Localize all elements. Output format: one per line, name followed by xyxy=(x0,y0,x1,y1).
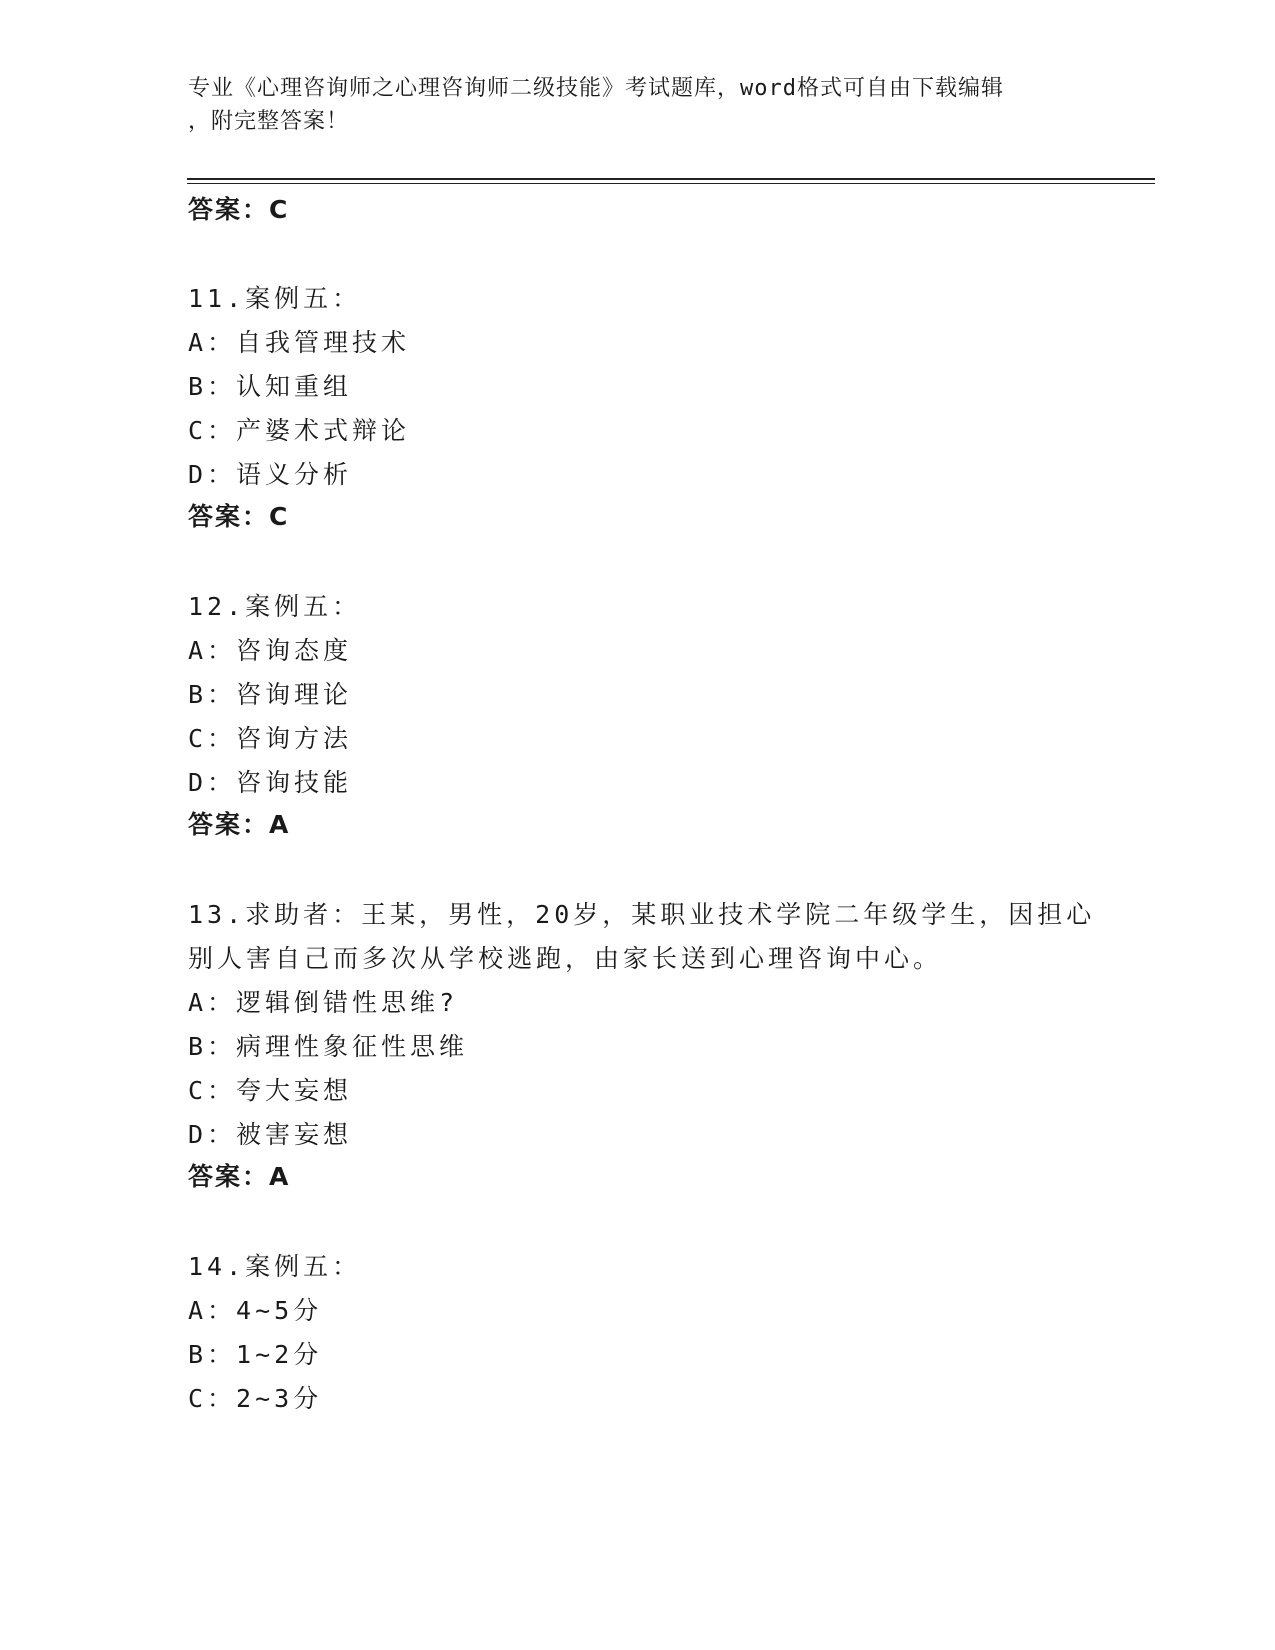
question-13-option-d: D：被害妄想 xyxy=(188,1120,353,1149)
question-13-option-c: C：夸大妄想 xyxy=(188,1076,353,1105)
question-12-option-a: A：咨询态度 xyxy=(188,636,353,665)
header-rule-thin xyxy=(187,183,1155,184)
question-14-option-a: A：4~5分 xyxy=(188,1296,323,1325)
question-11-option-a: A：自我管理技术 xyxy=(188,328,411,357)
question-11-option-c: C：产婆术式辩论 xyxy=(188,416,411,445)
question-13-stem-line-2: 别人害自己而多次从学校逃跑，由家长送到心理咨询中心。 xyxy=(188,944,943,973)
question-12-option-d: D：咨询技能 xyxy=(188,768,353,797)
question-12-option-b: B：咨询理论 xyxy=(188,680,353,709)
question-13-stem-line-1: 13.求助者：王某，男性，20岁，某职业技术学院二年级学生，因担心 xyxy=(188,900,1096,929)
question-13-option-b: B：病理性象征性思维 xyxy=(188,1032,469,1061)
question-13-answer: 答案：A xyxy=(188,1162,291,1191)
question-11-answer: 答案：C xyxy=(188,502,290,531)
question-11-option-b: B：认知重组 xyxy=(188,372,353,401)
document-header: 专业《心理咨询师之心理咨询师二级技能》考试题库，word格式可自由下载编辑 ，附完整答案！ xyxy=(188,76,1004,134)
question-14-stem: 14.案例五： xyxy=(188,1252,362,1281)
question-11-stem: 11.案例五： xyxy=(188,284,362,313)
question-14-option-b: B：1~2分 xyxy=(188,1340,323,1369)
answer-prev: 答案：C xyxy=(188,195,290,224)
question-13-option-a: A：逻辑倒错性思维? xyxy=(188,988,459,1017)
question-14-option-c: C：2~3分 xyxy=(188,1384,323,1413)
question-12-option-c: C：咨询方法 xyxy=(188,724,353,753)
question-11-option-d: D：语义分析 xyxy=(188,460,353,489)
question-12-stem: 12.案例五： xyxy=(188,592,362,621)
question-12-answer: 答案：A xyxy=(188,810,291,839)
header-rule-thick xyxy=(187,178,1155,180)
